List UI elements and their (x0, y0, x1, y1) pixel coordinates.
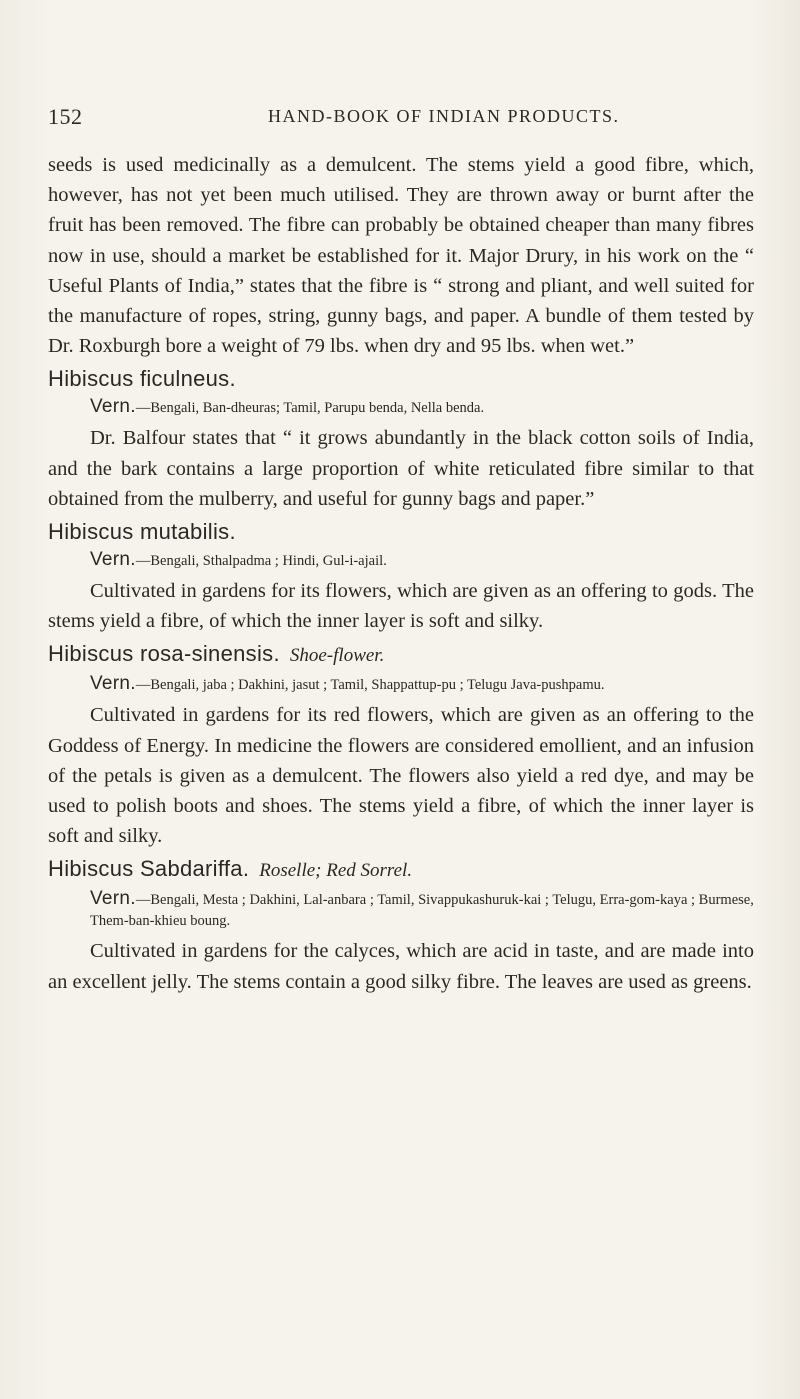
species-name: Hibiscus Sabdariffa. (48, 856, 250, 882)
vernacular-names (90, 549, 754, 572)
entry-hibiscus-ficulneus (48, 364, 754, 514)
entry-title (48, 517, 754, 547)
entry-title (48, 639, 754, 671)
vernacular-names (90, 673, 754, 696)
vern-label: Vern. (90, 888, 136, 910)
page-content (48, 150, 754, 997)
entry-hibiscus-mutabilis (48, 517, 754, 636)
species-name: Hibiscus rosa-sinensis. (48, 641, 280, 667)
entry-description: Dr. Balfour states that “ it grows abundantly in the black cotton soils of India, and the bark contains a large proportion of white reticulated fibre similar to that obtained from the mulberry, and useful for gunny bags and paper.” (48, 427, 754, 510)
intro-paragraph: seeds is used medicinally as a demulcent. The stems yield a good fibre, which, however, has not yet been much utilised. They are thrown away or burnt after the fruit has been removed. The fibre can probably be obtained cheaper than many fibres now in use, should a market be established for it. Major Drury, in his work on the “ Useful Plants of India,” states that the fibre is “ strong and pliant, and well suited for the manufacture of ropes, string, gunny bags, and paper. A bundle of them tested by Dr. Roxburgh bore a weight of 79 lbs. when dry and 95 lbs. when wet.” (48, 154, 754, 358)
vernacular-names (90, 396, 754, 419)
vern-text: —Bengali, jaba ; Dakhini, jasut ; Tamil, Shappattup-pu ; Telugu Java-pushpamu. (135, 677, 605, 694)
entry-hibiscus-rosa-sinensis (48, 639, 754, 851)
vern-text: —Bengali, Sthalpadma ; Hindi, Gul-i-ajail. (135, 553, 387, 570)
running-title: HAND-BOOK OF INDIAN PRODUCTS. (268, 106, 620, 126)
entry-title (48, 364, 754, 394)
species-name: Hibiscus mutabilis. (48, 519, 236, 545)
vern-label: Vern. (90, 673, 136, 695)
entry-description: Cultivated in gardens for its flowers, which are given as an offering to gods. The stems yield a fibre, of which the inner layer is soft and silky. (48, 580, 754, 633)
entry-description: Cultivated in gardens for the calyces, which are acid in taste, and are made into an excellent jelly. The stems contain a good silky fibre. The leaves are used as greens. (48, 940, 754, 993)
entry-description: Cultivated in gardens for its red flowers, which are given as an offering to the Goddess of Energy. In medicine the flowers are considered emollient, and an infusion of the petals is given as a demulcent. The flowers also yield a red dye, and may be used to polish boots and shoes. The stems yield a fibre, of which the inner layer is soft and silky. (48, 704, 754, 848)
vern-text: —Bengali, Ban-dheuras; Tamil, Parupu benda, Nella benda. (135, 400, 485, 417)
page-number: 152 (48, 104, 83, 129)
vernacular-names (90, 888, 754, 932)
vern-label: Vern. (90, 549, 136, 571)
common-name: Roselle; Red Sorrel. (259, 860, 413, 882)
vern-text: —Bengali, Mesta ; Dakhini, Lal-anbara ; Tamil, Sivappukashuruk-kai ; Telugu, Erra-gom-kaya ; Burmese, Them-ban-khieu boung. (90, 892, 754, 930)
species-name: Hibiscus ficulneus. (48, 366, 236, 392)
running-head (48, 104, 748, 130)
entry-hibiscus-sabdariffa (48, 854, 754, 996)
vern-label: Vern. (90, 396, 136, 418)
entry-title (48, 854, 754, 886)
common-name: Shoe-flower. (289, 645, 385, 667)
